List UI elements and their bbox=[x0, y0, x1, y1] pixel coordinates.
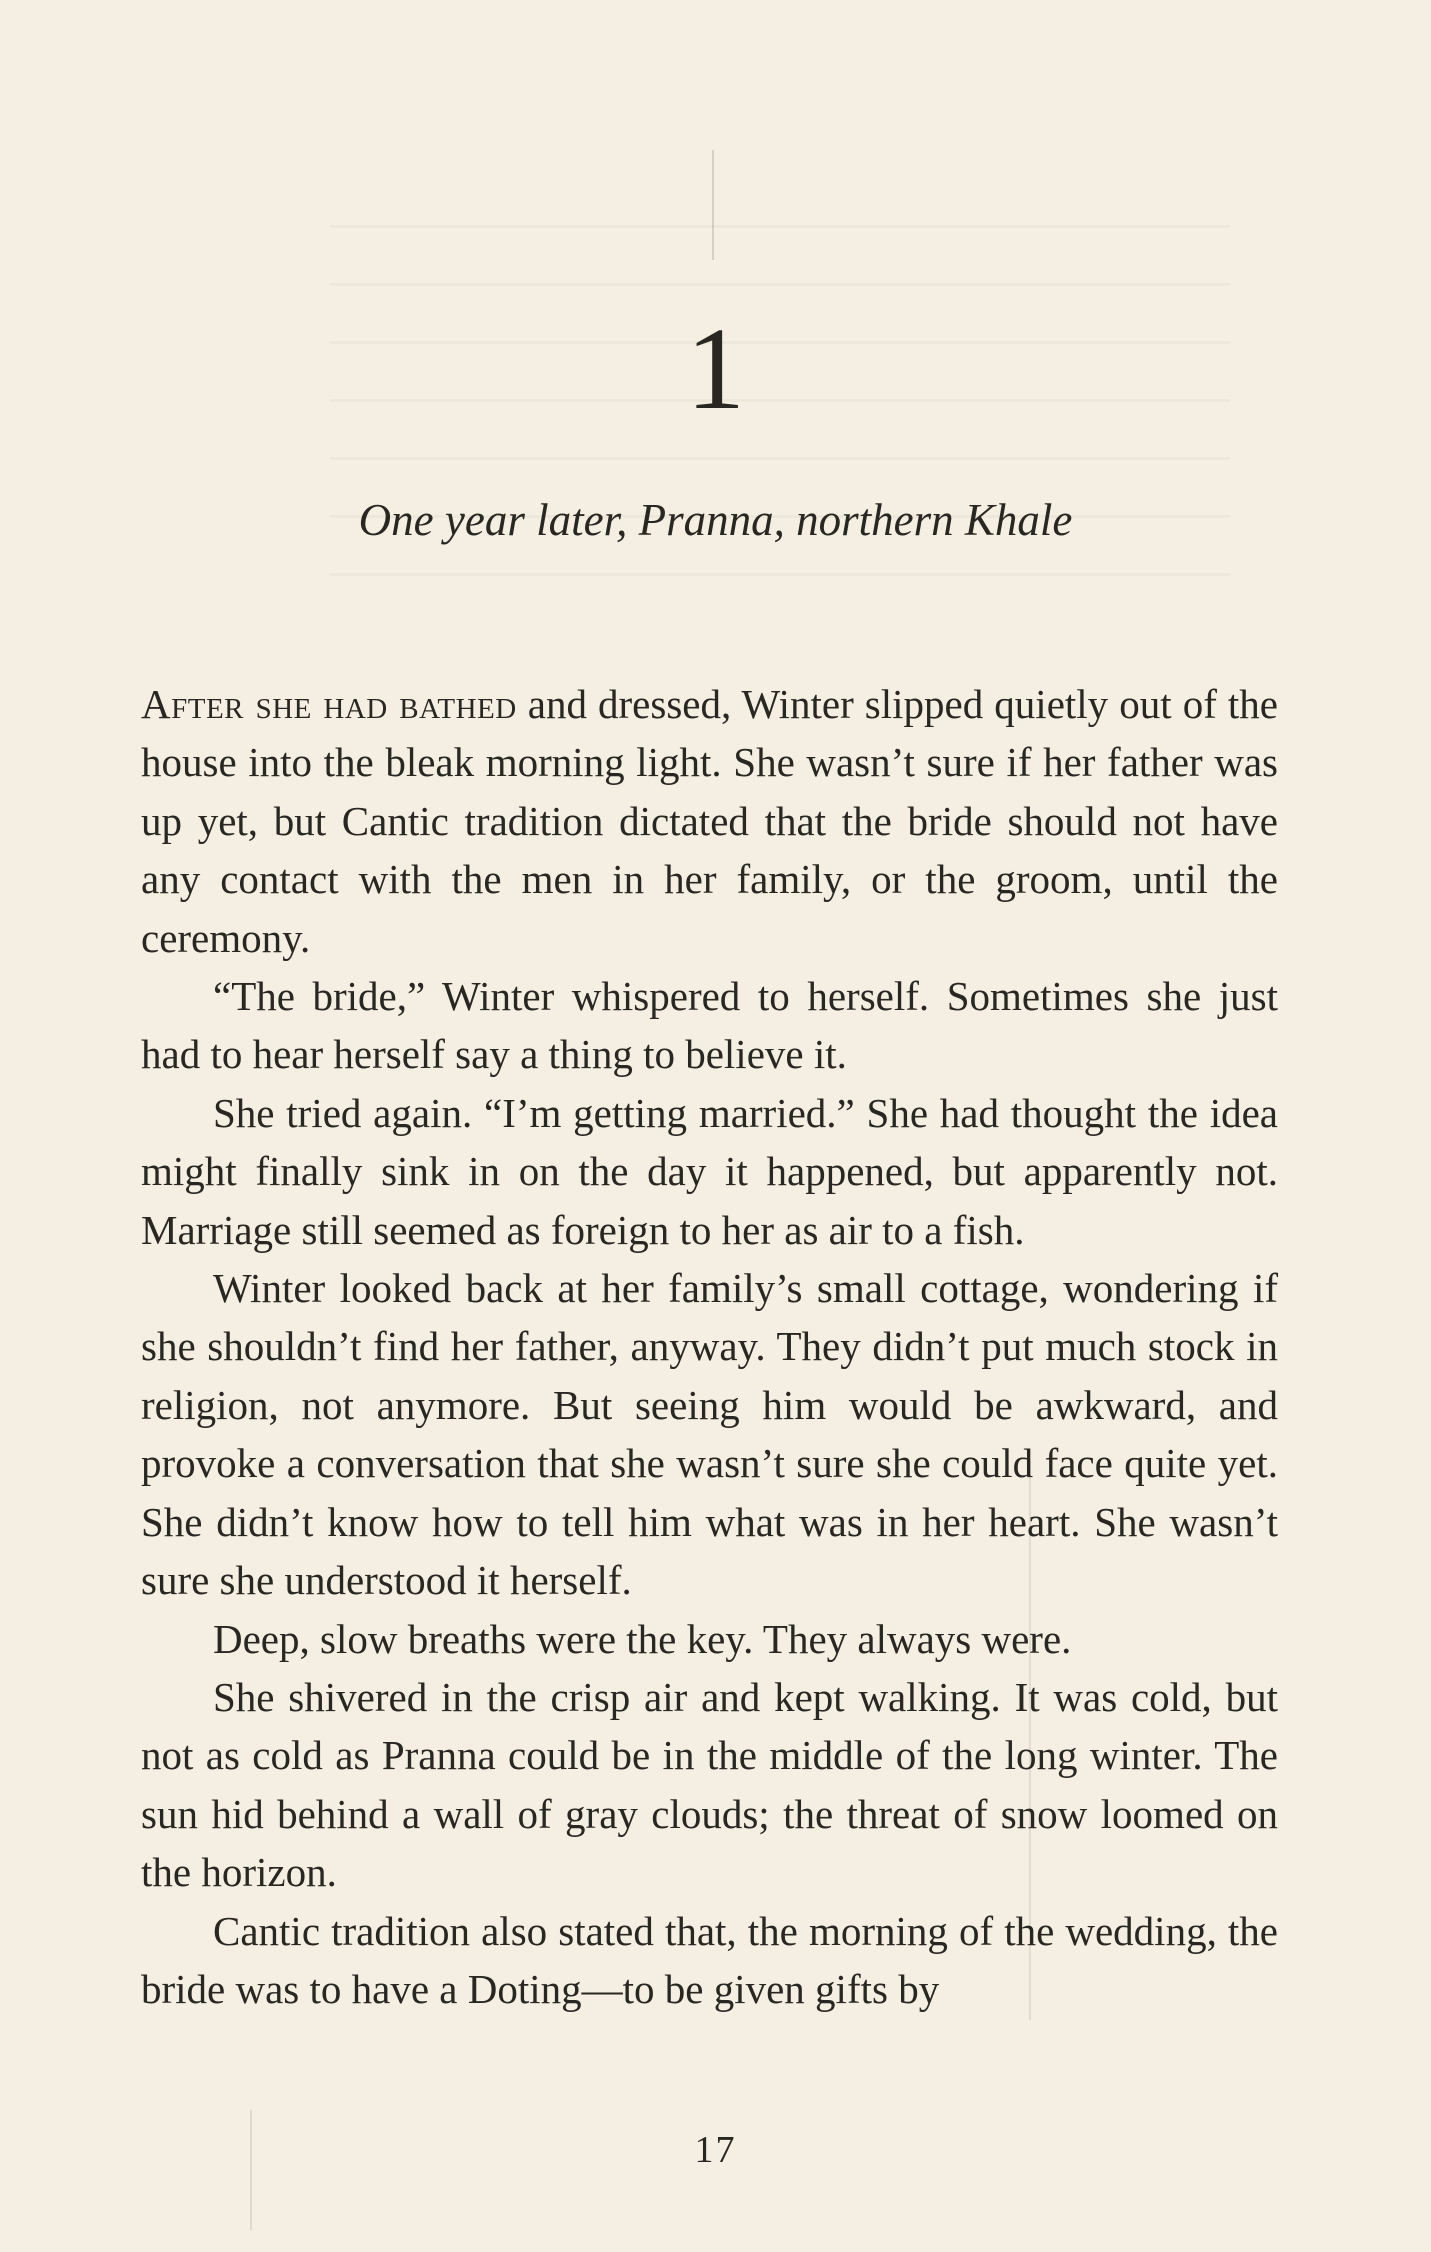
show-through-line bbox=[330, 283, 1230, 286]
paragraph-text: and dressed, Winter slipped quietly out of the house into the bleak morning light. She wasn’t sure if her father was up yet, but Cantic tradition dictated that the bride should not have any contact with the men in her family, or the groom, until the ceremony. bbox=[141, 681, 1278, 961]
show-through-line bbox=[330, 225, 1230, 228]
paragraph: She tried again. “I’m getting married.” She had thought the idea might finally sink in on the day it happened, but apparently not. Marriage still seemed as foreign to her as air to a fish. bbox=[141, 1089, 1278, 1253]
paragraph: She shivered in the crisp air and kept walking. It was cold, but not as cold as Pranna could be in the middle of the long winter. The sun hid behind a wall of gray clouds; the threat of snow loomed on the horizon. bbox=[141, 1673, 1278, 1896]
paragraph: Deep, slow breaths were the key. They always were. bbox=[213, 1615, 1072, 1662]
paragraph: Winter looked back at her family’s small cottage, wondering if she shouldn’t find her father, anyway. They didn’t put much stock in religion, not anymore. But seeing him would be awkward, and provoke a conversation that she wasn’t sure she could face quite yet. She didn’t know how to tell him what was in her heart. She wasn’t sure she understood it herself. bbox=[141, 1265, 1278, 1604]
chapter-number: 1 bbox=[686, 303, 745, 434]
chapter-subtitle: One year later, Pranna, northern Khale bbox=[358, 495, 1073, 545]
paragraph: “The bride,” Winter whispered to herself. Sometimes she just had to hear herself say a thing to believe it. bbox=[141, 973, 1278, 1078]
show-through-line bbox=[330, 573, 1230, 576]
body-text bbox=[141, 675, 1278, 2018]
page-number: 17 bbox=[694, 2129, 737, 2171]
paragraph bbox=[141, 675, 1278, 967]
paragraph: Cantic tradition also stated that, the morning of the wedding, the bride was to have a Doting—to be given gifts by bbox=[141, 1907, 1278, 2012]
paragraph-lead-in: After she had bathed bbox=[141, 681, 517, 727]
show-through-line bbox=[330, 457, 1230, 460]
paper-crease bbox=[712, 150, 714, 260]
